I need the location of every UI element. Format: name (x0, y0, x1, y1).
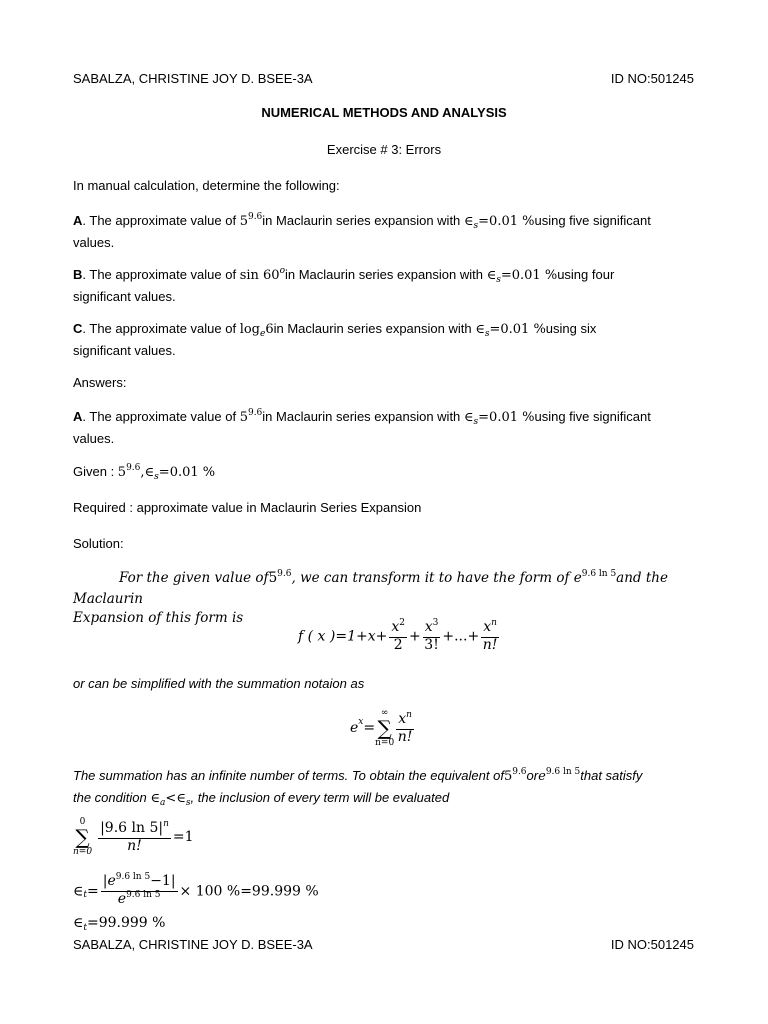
required-line: Required : approximate value in Maclaurin Series Expansion (73, 500, 422, 515)
solution-paragraph: For the given value $of5^{9.6}$, we can transform it to have the form of $e^{9.6 ln 5}and$ the Maclaurin Expansion of this form is (73, 569, 668, 626)
answers-label: Answers: (73, 375, 127, 390)
question-a: A. The approximate value of $5^{9.6}in$ Maclaurin series expansion with $\in_s=0.01$ %using five significant values. (73, 212, 651, 250)
sigma-symbol: ∞ ∑ n=0 (375, 708, 395, 748)
maclaurin-equation: f ( x )=1+x+ $\frac{x^2}{2}$ + $\frac{x^3}{3!}$ +...+ $\frac{x^n}{n!}$ (298, 618, 498, 653)
term-zero-equation: 0 ∑ n=0 $\frac{|9.6 \ln 5|^n}{n!}$ =1 (73, 817, 194, 857)
question-b: B. The approximate value of sin 60$^o$in Maclaurin series expansion with $\in_s=0.01$ %using four significant values. (73, 266, 615, 304)
answer-letter: A (73, 409, 83, 424)
intro-text: In manual calculation, determine the following: (73, 178, 340, 193)
simplified-text: or can be simplified with the summation notaion as (73, 676, 365, 691)
question-letter: B (73, 267, 83, 282)
answer-a: A. The approximate value of $5^{9.6}in$ Maclaurin series expansion with $\in_s=0.01$ %using five significant values. (73, 408, 651, 446)
infinite-paragraph: The summation has an infinite number of terms. To obtain the equivalent $of5^{9.6}ore^{9.6 ln 5}that$ satisfy the condition $\in_a<\in_s$, the inclusion of every term will be evaluated (73, 767, 643, 808)
true-error-result: $\in_t=99.999$ % (73, 915, 166, 933)
summation-equation: $e^x=$ ∞ ∑ n=0 $\frac{x^n}{n!}$ (350, 708, 413, 748)
exercise-subtitle: Exercise # 3: Errors (326, 142, 442, 157)
header-id: ID NO:501245 (610, 71, 694, 86)
footer-name: SABALZA, CHRISTINE JOY D. BSEE-3A (73, 937, 313, 952)
question-letter: A (73, 213, 83, 228)
sigma-symbol: 0 ∑ n=0 (73, 817, 93, 857)
header-name: SABALZA, CHRISTINE JOY D. BSEE-3A (73, 71, 313, 86)
given-line: Given : $5^{9.6},\in_s=0.01$ % (73, 463, 216, 482)
true-error-equation: $\in_t=$ $\frac{|e^{9.6 ln 5}-1|}{e^{9.6 ln 5}}$ × 100 %=99.999 % (73, 872, 319, 907)
question-c: C. The approximate value of $\log_e6in$ Maclaurin series expansion with $\in_s=0.01$ %using six significant values. (73, 321, 597, 358)
solution-label: Solution: (73, 536, 124, 551)
footer-id: ID NO:501245 (610, 937, 694, 952)
question-letter: C (73, 321, 83, 336)
document-title: NUMERICAL METHODS AND ANALYSIS (261, 105, 507, 120)
